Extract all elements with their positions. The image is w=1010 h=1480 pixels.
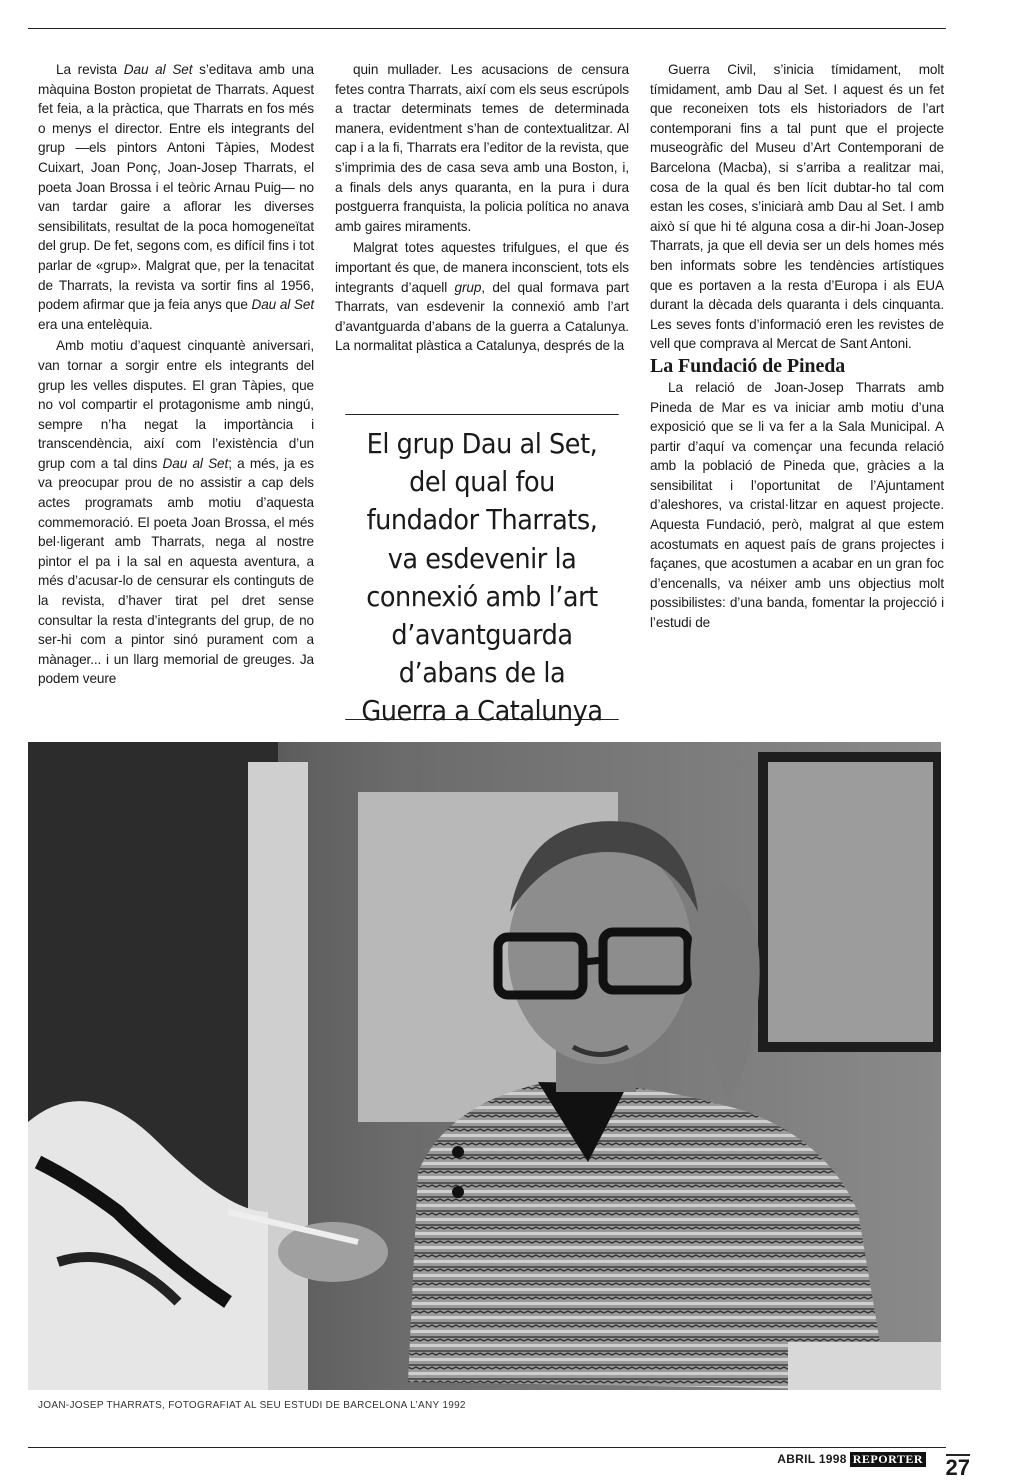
pull-quote [345,414,618,728]
portrait-photo-illustration [28,742,941,1390]
column-3-part-a [650,60,944,354]
pull-quote-line: Guerra a Catalunya [361,695,603,728]
paragraph: quin mullader. Les acusacions de censura fetes contra Tharrats, així com els seus escrúpols a tractar determinats temes de determinada manera, evidentment s’han de contextualitzar. Al cap i a la fi, Tharrats era l’editor de la revista, que s’imprimia des de casa seva amb una Boston, i, a finals dels anys quaranta, en la pura i dura postguerra franquista, la policia política no anava amb gaires miraments. [335,62,629,234]
paragraph: Guerra Civil, s’inicia tímidament, molt tímidament, amb Dau al Set. I aquest és un fet que reconeixen tots els historiadors de l’art contemporani fins a tal punt que el projecte museogràfic del Museu d’Art Contemporani de Barcelona (Macba), si s’arriba a realitzar mai, cosa de la qual és ben lícit dubtar-ho tal com estan les coses, s’iniciarà amb Dau al Set. I amb això sí que hi té alguna cosa a dir-hi Joan-Josep Tharrats, ja que ell devia ser un dels homes més ben informats sobre les tendències artístiques que es portaven a la resta d’Europa i als EUA durant la dècada dels quaranta i dels cinquanta. Les seves fonts d’informació eren les revistes de vell que comprava al Mercat de Sant Antoni. [650,62,944,352]
text-column-1 [38,60,314,689]
pull-quote-line: El grup Dau al Set, [366,428,598,460]
subheading: La Fundació de Pineda [650,354,846,377]
pull-quote-line: del qual fou [409,466,555,499]
photo-caption: JOAN-JOSEP THARRATS, FOTOGRAFIAT AL SEU ESTUDI DE BARCELONA L’ANY 1992 [38,1400,466,1411]
pull-quote-line: d’abans de la [398,657,566,690]
pull-quote-line: connexió amb l’art [366,580,598,613]
pull-quote-line: va esdevenir la [387,542,577,575]
text-column-2 [335,60,629,356]
page-number: 27 [945,1455,970,1480]
text-column-3 [650,60,944,633]
paragraph: La revista Dau al Set s’editava amb una màquina Boston propietat de Tharrats. Aquest fet feia, a la pràctica, que Tharrats en fos més o menys el director. Entre els integrants del grup —els pintors Antoni Tàpies, Modest Cuixart, Joan Ponç, Joan-Josep Tharrats, el poeta Joan Brossa i el teòric Arnau Puig— no van tardar gaire a aflorar les diverses sensibilitats, resultat de la poca homogeneïtat del grup. De fet, segons com, es difícil fins i tot parlar de «grup». Malgrat que, per la tenacitat de Tharrats, la revista va sortir fins al 1956, podem afirmar que ja feia anys que Dau al Set era una entelèquia. [38,62,314,332]
bottom-rule [28,1447,946,1448]
issue-date: ABRIL 1998 [777,1452,847,1466]
pull-quote-line: fundador Tharrats, [366,504,598,537]
column-3-part-b [650,378,944,633]
magazine-brand: REPORTER [850,1452,926,1467]
paragraph: Amb motiu d’aquest cinquantè aniversari, van tornar a sorgir entre els integrants del grup les velles disputes. El gran Tàpies, que no vol compartir el protagonisme amb ningú, sempre n’ha negat la importància i transcendència, així com l’existència d’un grup com a tal dins Dau al Set; a més, ja es va preocupar prou de no assistir a cap dels actes programats amb motiu d’aquesta commemoració. El poeta Joan Brossa, el més bel·ligerant amb Tharrats, nega al nostre pintor el pa i la sal en aquesta aventura, a més d’acusar-lo de censurar els continguts de la revista, d’haver tirat pel dret sense consultar la resta d’integrants del grup, de no ser-hi com a pintor sinó purament com a mànager... i un llarg memorial de greuges. Ja podem veure [38,338,314,687]
footer-issue [777,1452,926,1467]
paragraph: Malgrat totes aquestes trifulgues, el que és important és que, de manera inconscient, tots els integrants d’aquell grup, del qual formava part Tharrats, van esdevenir la connexió amb l’art d’avantguarda d’abans de la guerra a Catalunya. La normalitat plàstica a Catalunya, després de la [335,240,629,354]
paragraph: La relació de Joan-Josep Tharrats amb Pineda de Mar es va iniciar amb motiu d’una exposició que se li va fer a la Sala Municipal. A partir d’aquí va començar una fecunda relació amb la població de Pineda que, gràcies a la sensibilitat i l’oportunitat de l’Ajuntament d’aleshores, va cristal·litzar en aquest projecte. Aquesta Fundació, però, malgrat al que estem acostumats en aquest país de grans projectes i façanes, que acostumen a acabar en un gran foc d’encenalls, va néixer amb uns objectius molt possibilistes: d’una banda, fomentar la projecció i l’estudi de [650,379,944,631]
top-rule [28,28,946,29]
pull-quote-line: d’avantguarda [391,619,573,652]
photo-portrait [28,742,941,1390]
